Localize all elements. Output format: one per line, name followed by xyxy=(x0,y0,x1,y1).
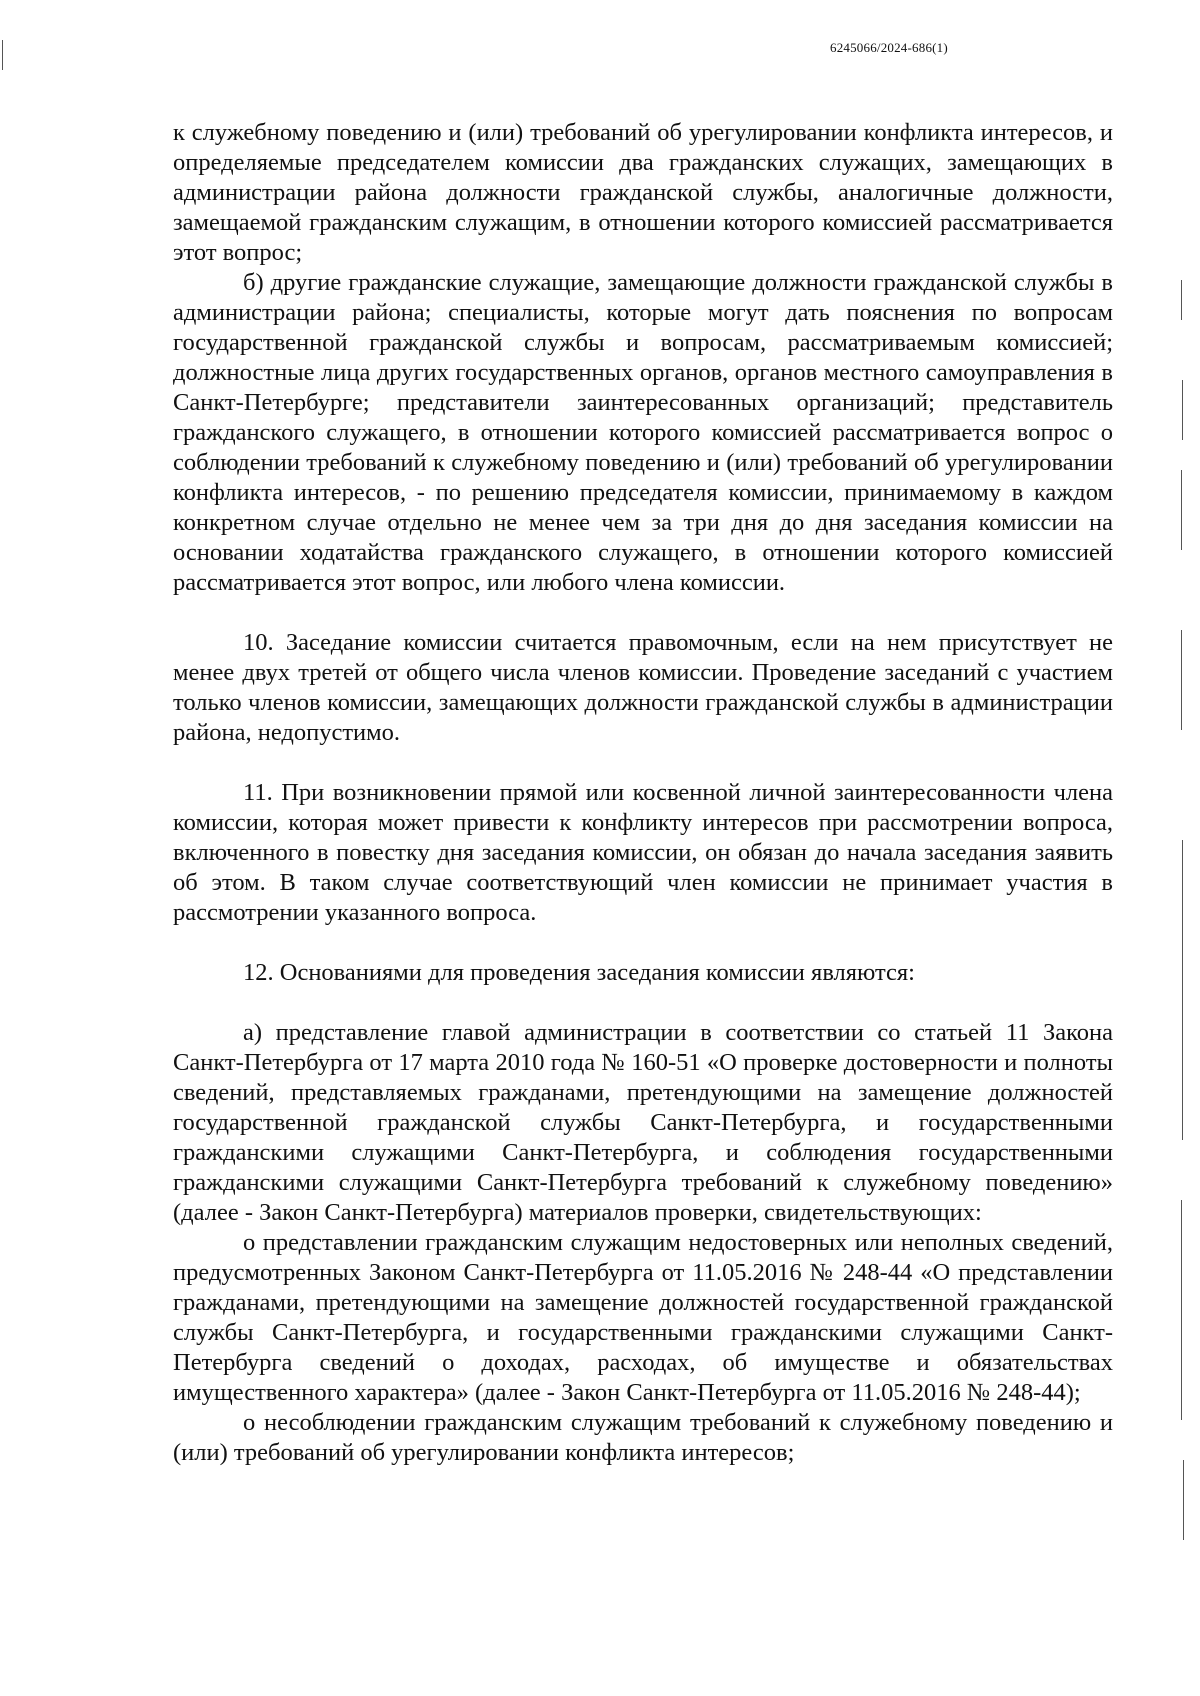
document-body xyxy=(173,118,1113,1468)
document-id: 6245066/2024-686(1) xyxy=(830,40,948,55)
scan-artifact xyxy=(1182,380,1183,440)
paragraph-12a-item-2: о несоблюдении гражданским служащим требований к служебному поведению и (или) требований об урегулировании конфликта интересов; xyxy=(173,1409,1113,1466)
scan-artifact xyxy=(1181,280,1182,320)
paragraph-10: 10. Заседание комиссии считается правомочным, если на нем присутствует не менее двух третей от общего числа членов комиссии. Проведение заседаний с участием только членов комиссии, замещающих должности гражданской службы в администрации района, недопустимо. xyxy=(173,629,1113,746)
paragraph-12: 12. Основаниями для проведения заседания комиссии являются: xyxy=(243,959,915,986)
paragraph-12a: а) представление главой администрации в соответствии со статьей 11 Закона Санкт-Петербурга от 17 марта 2010 года № 160-51 «О проверке достоверности и полноты сведений, представляемых гражданами, претендующими на замещение должностей государственной гражданской службы Санкт-Петербурга, и государственными гражданскими служащими Санкт-Петербурга, и соблюдения государственными гражданскими служащими Санкт-Петербурга требований к служебному поведению» (далее - Закон Санкт-Петербурга) материалов проверки, свидетельствующих: xyxy=(173,1019,1113,1226)
paragraph-11: 11. При возникновении прямой или косвенной личной заинтересованности члена комиссии, которая может привести к конфликту интересов при рассмотрении вопроса, включенного в повестку дня заседания комиссии, он обязан до начала заседания заявить об этом. В таком случае соответствующий член комиссии не принимает участия в рассмотрении указанного вопроса. xyxy=(173,779,1113,926)
scan-artifact xyxy=(1183,1460,1184,1540)
scan-artifact xyxy=(1181,1200,1182,1420)
scan-artifact xyxy=(2,40,3,70)
scan-artifact xyxy=(1181,470,1182,550)
scan-artifact xyxy=(1182,840,1183,1140)
paragraph-b: б) другие гражданские служащие, замещающие должности гражданской службы в администрации района; специалисты, которые могут дать пояснения по вопросам государственной гражданской службы и вопросам, рассматриваемым комиссией; должностные лица других государственных органов, органов местного самоуправления в Санкт-Петербурге; представители заинтересованных организаций; представитель гражданского служащего, в отношении которого комиссией рассматривается вопрос о соблюдении требований к служебному поведению и (или) требований об урегулировании конфликта интересов, - по решению председателя комиссии, принимаемому в каждом конкретном случае отдельно не менее чем за три дня до дня заседания комиссии на основании ходатайства гражданского служащего, в отношении которого комиссией рассматривается этот вопрос, или любого члена комиссии. xyxy=(173,269,1113,596)
paragraph-continuation: к служебному поведению и (или) требований об урегулировании конфликта интересов, и определяемые председателем комиссии два гражданских служащих, замещающих в администрации района должности гражданской службы, аналогичные должности, замещаемой гражданским служащим, в отношении которого комиссией рассматривается этот вопрос; xyxy=(173,119,1113,266)
scan-artifact xyxy=(1181,630,1182,730)
paragraph-12a-item-1: о представлении гражданским служащим недостоверных или неполных сведений, предусмотренных Законом Санкт-Петербурга от 11.05.2016 № 248-44 «О представлении гражданами, претендующими на замещение должностей государственной гражданской службы Санкт-Петербурга, и государственными гражданскими служащими Санкт-Петербурга сведений о доходах, расходах, об имуществе и обязательствах имущественного характера» (далее - Закон Санкт-Петербурга от 11.05.2016 № 248-44); xyxy=(173,1229,1113,1406)
